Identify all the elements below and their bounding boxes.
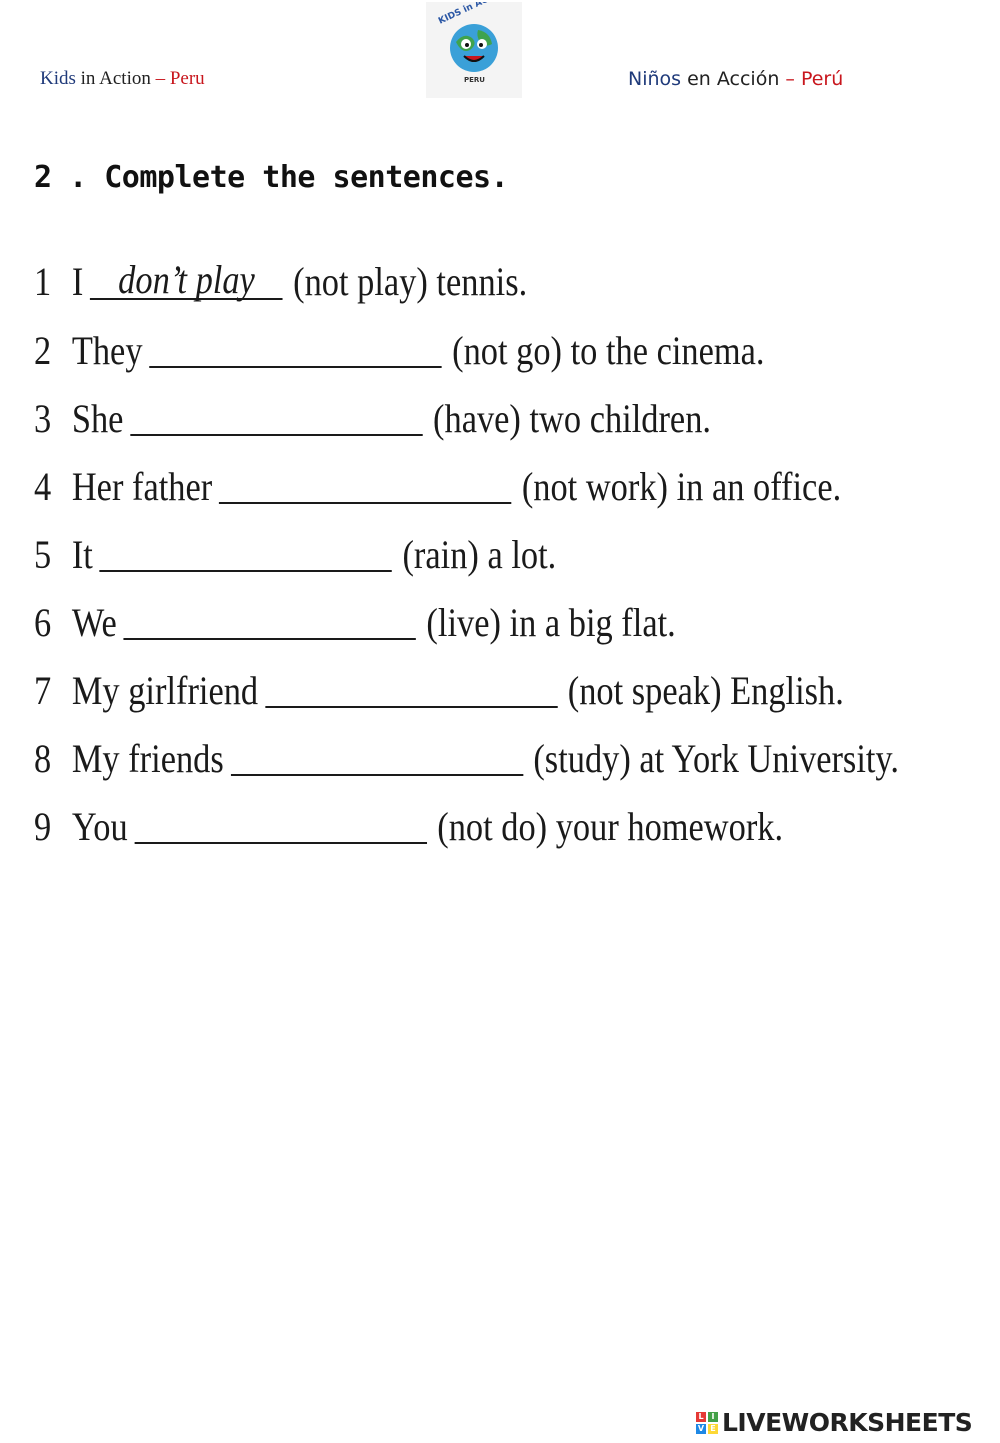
sentence-number: 1 bbox=[34, 259, 52, 304]
sentence-rest: (not go) to the cinema. bbox=[452, 328, 765, 373]
sentence-subject: She bbox=[71, 396, 124, 441]
sentence-number: 7 bbox=[34, 668, 52, 713]
liveworksheets-brand: LIVEWORKSHEETS bbox=[722, 1408, 973, 1437]
kids-in-action-logo bbox=[426, 2, 522, 98]
sentence-subject: We bbox=[71, 600, 117, 645]
sentence-rest: (not do) your homework. bbox=[437, 804, 784, 849]
header-right-ninos: Niños bbox=[628, 68, 682, 90]
header-left-country: – Peru bbox=[155, 68, 205, 89]
sentence-7 bbox=[34, 666, 899, 734]
sentence-number: 3 bbox=[34, 396, 52, 441]
header-left-middle: in Action bbox=[75, 68, 156, 89]
sentence-6 bbox=[34, 598, 899, 666]
sentence-rest: (study) at York University. bbox=[533, 736, 900, 781]
answer-blank-5[interactable] bbox=[100, 534, 392, 572]
sentence-8 bbox=[34, 734, 899, 802]
sentence-rest: (not work) in an office. bbox=[521, 464, 842, 509]
header-right-title bbox=[628, 68, 843, 90]
sentence-number: 6 bbox=[34, 600, 52, 645]
sentence-1 bbox=[34, 258, 899, 326]
sentence-number: 8 bbox=[34, 736, 52, 781]
sentence-number: 4 bbox=[34, 464, 52, 509]
sentence-rest: (live) in a big flat. bbox=[426, 600, 676, 645]
sentence-number: 2 bbox=[34, 328, 52, 373]
sentence-9 bbox=[34, 802, 899, 870]
sentence-rest: (have) two children. bbox=[433, 396, 711, 441]
sentence-subject: My girlfriend bbox=[71, 668, 259, 713]
header-right-middle: en Acción bbox=[681, 68, 786, 90]
sentence-subject: You bbox=[71, 804, 128, 849]
sentence-subject: It bbox=[71, 532, 93, 577]
liveworksheets-logo-icon: L I V E bbox=[696, 1412, 718, 1434]
sentence-number: 9 bbox=[34, 804, 52, 849]
header-right-country: – Perú bbox=[785, 68, 844, 90]
sentence-3 bbox=[34, 394, 899, 462]
logo-bottom-text: PERU bbox=[464, 76, 485, 84]
sentence-rest: (rain) a lot. bbox=[402, 532, 557, 577]
answer-blank-2[interactable] bbox=[149, 330, 441, 368]
answer-blank-9[interactable] bbox=[135, 806, 427, 844]
answer-blank-4[interactable] bbox=[219, 466, 511, 504]
sentence-2 bbox=[34, 326, 899, 394]
sentence-rest: (not play) tennis. bbox=[293, 259, 528, 304]
answer-blank-8[interactable] bbox=[231, 738, 523, 776]
sentence-number: 5 bbox=[34, 532, 52, 577]
sentence-4 bbox=[34, 462, 899, 530]
sentence-subject: Her father bbox=[71, 464, 213, 509]
liveworksheets-footer bbox=[696, 1408, 972, 1437]
sentence-list bbox=[34, 258, 1000, 870]
sentence-subject: They bbox=[71, 328, 143, 373]
sentence-subject: My friends bbox=[71, 736, 224, 781]
sentence-subject: I bbox=[71, 259, 84, 304]
sentence-5 bbox=[34, 530, 899, 598]
header-left-title bbox=[40, 68, 205, 90]
header-left-kids: Kids bbox=[40, 68, 76, 89]
answer-blank-6[interactable] bbox=[124, 602, 416, 640]
example-answer: don’t play bbox=[118, 257, 255, 302]
sentence-rest: (not speak) English. bbox=[567, 668, 844, 713]
answer-blank-7[interactable] bbox=[265, 670, 557, 708]
task-title: 2 . Complete the sentences. bbox=[34, 160, 509, 195]
answer-blank-3[interactable] bbox=[130, 398, 422, 436]
answer-blank-1[interactable] bbox=[90, 257, 283, 302]
